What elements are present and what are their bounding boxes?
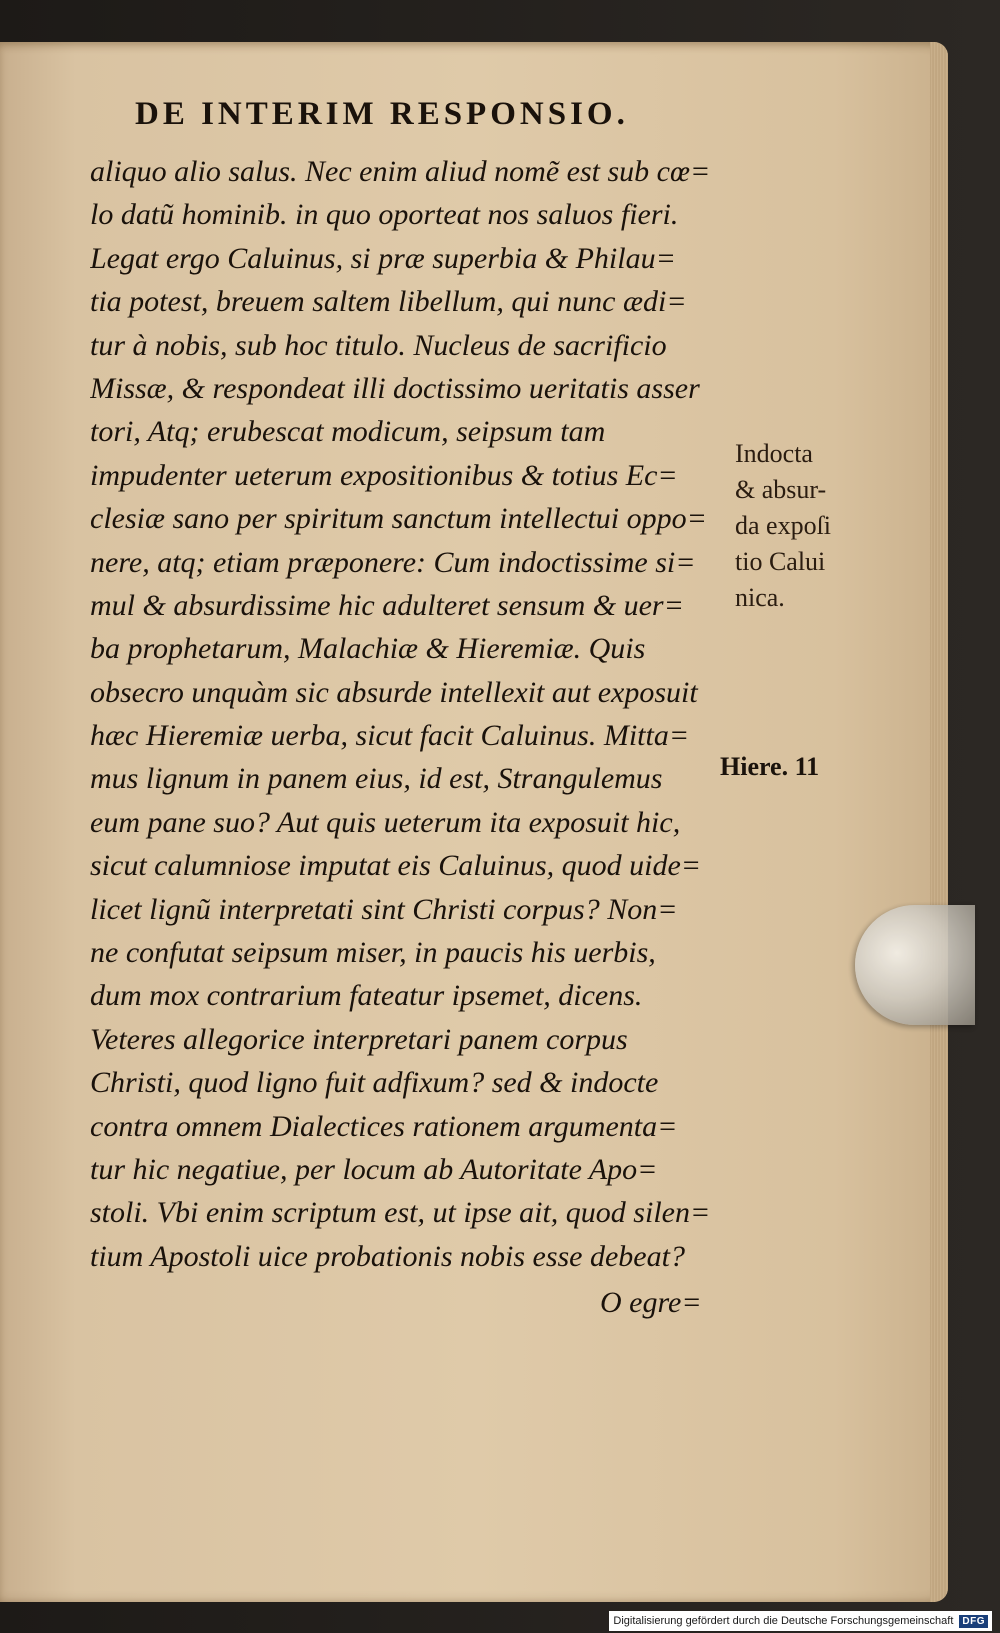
- footer-credit: Digitalisierung gefördert durch die Deutsche Forschungsgemeinschaft: [613, 1615, 954, 1627]
- text-line: Missæ, & respondeat illi doctissimo ueritatis asser: [90, 371, 700, 405]
- text-line: ba prophetarum, Malachiæ & Hieremiæ. Quis: [90, 632, 646, 666]
- text-line: lo datũ hominib. in quo oporteat nos saluos fieri.: [90, 198, 679, 232]
- text-line: tia potest, breuem saltem libellum, qui nunc ædi=: [90, 285, 687, 319]
- text-line: tori, Atq; erubescat modicum, seipsum tam: [90, 415, 606, 449]
- margin-note-line: da expoſi: [735, 511, 832, 540]
- text-line: contra omnem Dialectices rationem argumenta=: [90, 1109, 678, 1143]
- text-line: sicut calumniose imputat eis Caluinus, quod uide=: [90, 849, 702, 883]
- text-line: aliquo alio salus. Nec enim aliud nomẽ est sub cœ=: [90, 155, 710, 188]
- page-edge: [930, 42, 948, 1602]
- text-line: Legat ergo Caluinus, si præ superbia & Philau=: [90, 241, 676, 275]
- text-line: ne confutat seipsum miser, in paucis his uerbis,: [90, 936, 656, 970]
- body-text: [90, 150, 710, 1278]
- text-line: mul & absurdissime hic adulteret sensum & uer=: [90, 588, 684, 622]
- text-line: impudenter ueterum expositionibus & totius Ec=: [90, 458, 678, 492]
- text-line: obsecro unquàm sic absurde intellexit aut exposuit: [90, 675, 698, 709]
- text-line: stoli. Vbi enim scriptum est, ut ipse ait, quod silen=: [90, 1196, 710, 1230]
- text-line: tur à nobis, sub hoc titulo. Nucleus de sacrificio: [90, 328, 667, 362]
- text-line: mus lignum in panem eius, id est, Strangulemus: [90, 762, 663, 796]
- margin-reference: Hiere. 11: [720, 752, 820, 781]
- text-line: nere, atq; etiam præponere: Cum indoctissime si=: [90, 545, 696, 579]
- margin-note-line: tio Calui: [735, 547, 826, 576]
- footer-bar: [609, 1611, 992, 1631]
- page-clip: [855, 905, 975, 1025]
- margin-note-line: Indocta: [735, 439, 813, 468]
- text-line: dum mox contrarium fateatur ipsemet, dicens.: [90, 979, 643, 1013]
- text-line: Christi, quod ligno fuit adfixum? sed & indocte: [90, 1066, 659, 1100]
- margin-note: [735, 436, 831, 616]
- text-line: licet lignũ interpretati sint Christi corpus? Non=: [90, 892, 678, 926]
- text-line: Veteres allegorice interpretari panem corpus: [90, 1022, 628, 1056]
- margin-note-line: nica.: [735, 583, 785, 612]
- margin-note-line: & absur-: [735, 475, 827, 504]
- running-header: DE INTERIM RESPONSIO.: [135, 96, 629, 132]
- catchword: O egre=: [600, 1286, 702, 1319]
- dfg-logo: DFG: [959, 1615, 988, 1628]
- text-line: eum pane suo? Aut quis ueterum ita exposuit hic,: [90, 805, 681, 839]
- text-line: tium Apostoli uice probationis nobis esse debeat?: [90, 1239, 685, 1273]
- text-line: tur hic negatiue, per locum ab Autoritate Apo=: [90, 1152, 658, 1186]
- text-line: hæc Hieremiæ uerba, sicut facit Caluinus. Mitta=: [90, 719, 690, 753]
- text-line: clesiæ sano per spiritum sanctum intellectui oppo=: [90, 502, 707, 536]
